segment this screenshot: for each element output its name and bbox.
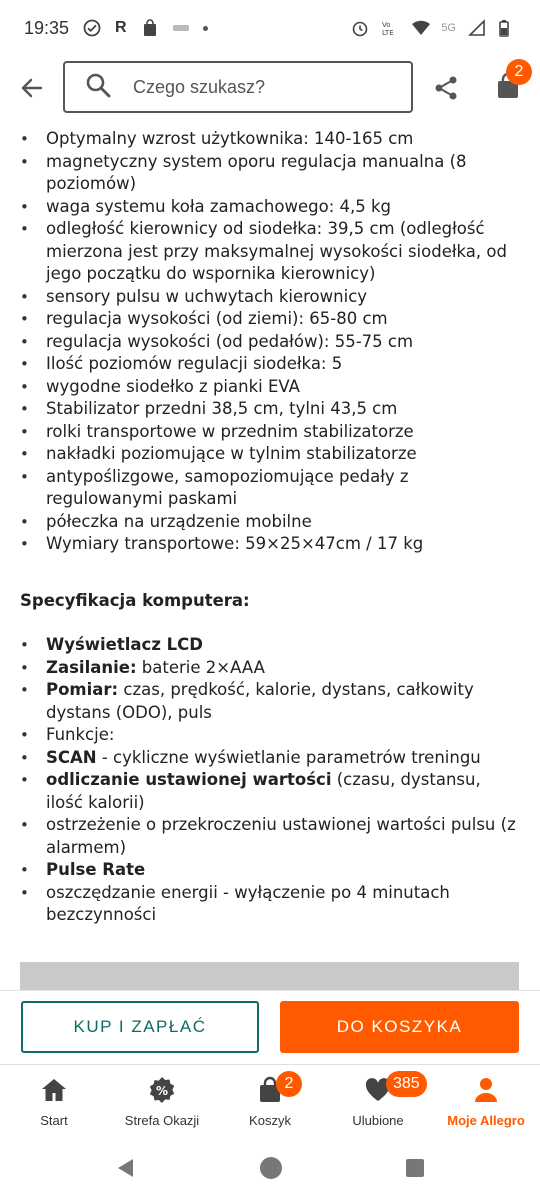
spec-list: [0, 634, 540, 927]
svg-text:Vo: Vo: [382, 21, 391, 29]
feature-item: • wygodne siodełko z pianki EVA: [46, 376, 522, 399]
feature-item: • Ilość poziomów regulacji siodełka: 5: [46, 353, 522, 376]
feature-item: • rolki transportowe w przednim stabilizatorze: [46, 421, 522, 444]
search-input[interactable]: [63, 61, 413, 113]
feature-item: • sensory pulsu w uchwytach kierownicy: [46, 286, 522, 309]
spec-item: [46, 859, 522, 882]
buy-now-button[interactable]: KUP I ZAPŁAĆ: [21, 1001, 259, 1053]
back-arrow-icon[interactable]: [14, 70, 50, 106]
alarm-icon: [351, 19, 369, 37]
feature-item: • Optymalny wzrost użytkownika: 140-165 cm: [46, 128, 522, 151]
nav-item-deals[interactable]: [108, 1065, 216, 1140]
nav-item-account[interactable]: [432, 1065, 540, 1140]
add-to-cart-button[interactable]: DO KOSZYKA: [280, 1001, 519, 1053]
feature-item: • półeczka na urządzenie mobilne: [46, 511, 522, 534]
spec-item: [46, 679, 522, 724]
nav-label-favorites: Ulubione: [352, 1113, 404, 1128]
description-image: [20, 962, 519, 990]
spec-item: [46, 882, 522, 927]
battery-icon: [498, 19, 516, 37]
share-icon[interactable]: [428, 70, 464, 106]
percent-icon: [147, 1075, 177, 1105]
system-back-icon[interactable]: [115, 1157, 137, 1184]
spec-item-text: (czasu, dystansu, ilość kalorii): [46, 770, 481, 812]
spec-item: [46, 747, 522, 770]
spec-item-text: czas, prędkość, kalorie, dystans, całkowity dystans (ODO), puls: [46, 680, 474, 722]
dot-icon: [203, 26, 208, 31]
spec-item: [46, 724, 522, 747]
spec-item-text: ostrzeżenie o przekroczeniu ustawionej wartości pulsu (z alarmem): [46, 815, 516, 857]
spec-item: [46, 657, 522, 680]
nav-label-account: Moje Allegro: [447, 1113, 525, 1128]
feature-item: • magnetyczny system oporu regulacja manualna (8 poziomów): [46, 151, 522, 196]
feature-item: • waga systemu koła zamachowego: 4,5 kg: [46, 196, 522, 219]
nav-item-cart[interactable]: [216, 1065, 324, 1140]
system-recents-icon[interactable]: [405, 1158, 425, 1183]
bottom-nav: [0, 1064, 540, 1140]
spec-item-label: Zasilanie:: [46, 657, 137, 677]
spec-item-text: - cykliczne wyświetlanie parametrów treningu: [96, 747, 481, 767]
feature-item: • Wymiary transportowe: 59×25×47cm / 17 kg: [46, 533, 522, 556]
notification-icon: [173, 25, 189, 31]
spec-item-label: Wyświetlacz LCD: [46, 635, 203, 654]
nav-label-start: Start: [40, 1113, 68, 1128]
spec-item: [46, 634, 522, 657]
spec-item: [46, 814, 522, 859]
feature-item: • Stabilizator przedni 38,5 cm, tylni 43,5 cm: [46, 398, 522, 421]
signal-icon: [468, 19, 486, 37]
wifi-icon: [411, 19, 429, 37]
spec-item-label: Pulse Rate: [46, 860, 146, 879]
features-list: [0, 128, 540, 556]
home-icon: [39, 1075, 69, 1105]
nav-item-favorites[interactable]: [324, 1065, 432, 1140]
nav-item-start[interactable]: [0, 1065, 108, 1140]
nav-favorites-badge: 385: [386, 1071, 427, 1097]
svg-text:LTE: LTE: [382, 29, 394, 37]
feature-item: • antypoślizgowe, samopoziomujące pedały z regulowanymi paskami: [46, 466, 522, 511]
feature-item: • odległość kierownicy od siodełka: 39,5 cm (odległość mierzona jest przy maksymalnej wysokości siodełka, od jego początku do wspornika kierownicy): [46, 218, 522, 286]
svg-text:%: %: [155, 1084, 169, 1098]
top-header: [0, 56, 540, 120]
status-time: 19:35: [24, 17, 70, 38]
spec-item-text: Funkcje:: [46, 725, 115, 744]
action-bar: [0, 990, 540, 1064]
spec-item-label: SCAN: [46, 747, 97, 767]
user-icon: [471, 1075, 501, 1105]
spec-title: Specyfikacja komputera:: [20, 590, 250, 610]
feature-item: • nakładki poziomujące w tylnim stabilizatorze: [46, 443, 522, 466]
spec-item-text: baterie 2×AAA: [136, 657, 265, 677]
search-icon: [85, 72, 111, 103]
check-circle-icon: [83, 19, 101, 37]
network-type: 5G: [441, 22, 456, 34]
feature-item: • regulacja wysokości (od pedałów): 55-75 cm: [46, 331, 522, 354]
search-placeholder: Czego szukasz?: [133, 76, 266, 97]
carrier-letter: R: [115, 19, 127, 36]
feature-item: • regulacja wysokości (od ziemi): 65-80 cm: [46, 308, 522, 331]
header-cart-badge: 2: [506, 59, 532, 85]
nav-cart-badge: 2: [276, 1071, 302, 1097]
spec-item-label: Pomiar:: [46, 680, 119, 699]
system-nav-bar: [0, 1140, 540, 1200]
nav-label-cart: Koszyk: [249, 1113, 291, 1128]
spec-item-label: odliczanie ustawionej wartości: [46, 770, 332, 789]
spec-item: [46, 769, 522, 814]
spec-item-text: oszczędzanie energii - wyłączenie po 4 minutach bezczynności: [46, 882, 450, 924]
shopping-bag-icon: [141, 19, 159, 37]
status-bar: [0, 0, 540, 56]
system-home-icon[interactable]: [259, 1156, 283, 1185]
product-description: [0, 124, 540, 990]
nav-label-deals: Strefa Okazji: [124, 1113, 200, 1128]
volte-icon: [381, 19, 399, 37]
header-cart-button[interactable]: [490, 63, 526, 106]
